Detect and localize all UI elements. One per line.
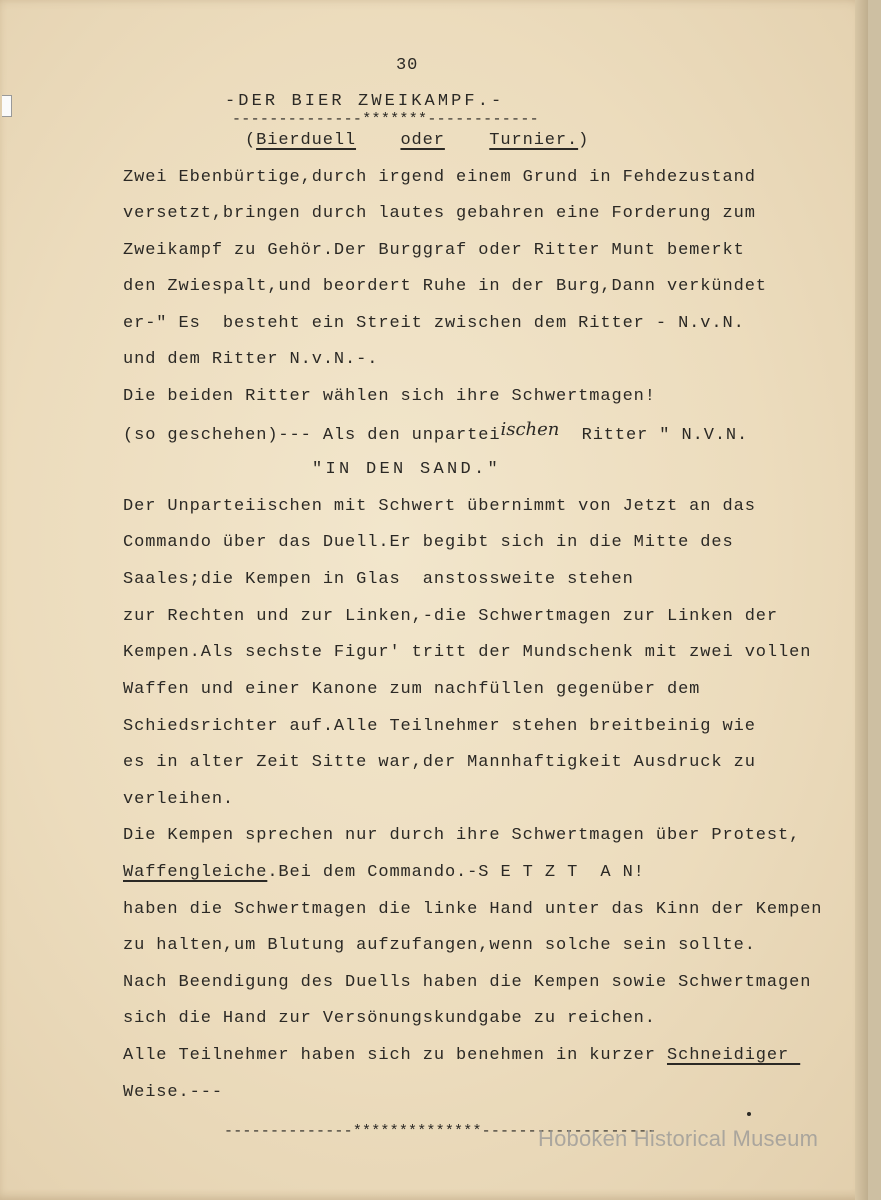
body-line-waffengleiche bbox=[123, 863, 645, 883]
typed-segment: .Bei dem Commando.-S E T Z T A N! bbox=[267, 863, 645, 882]
body-line: Nach Beendigung des Duells haben die Kempen sowie Schwertmagen bbox=[123, 973, 812, 992]
body-line: zu halten,um Blutung aufzufangen,wenn solche sein sollte. bbox=[123, 936, 756, 955]
page-number: 30 bbox=[396, 56, 419, 75]
subtitle-turnier: Turnier. bbox=[489, 131, 579, 150]
typed-segment: Alle Teilnehmer haben sich zu benehmen in kurzer bbox=[123, 1046, 667, 1065]
punch-hole bbox=[2, 95, 12, 117]
subtitle bbox=[245, 131, 589, 151]
centered-heading: "IN DEN SAND." bbox=[312, 460, 502, 479]
subtitle-bierduell: Bierduell bbox=[256, 131, 357, 150]
body-line: Die Kempen sprechen nur durch ihre Schwertmagen über Protest, bbox=[123, 826, 801, 845]
body-line: Saales;die Kempen in Glas anstossweite stehen bbox=[123, 570, 634, 589]
body-line: es in alter Zeit Sitte war,der Mannhaftigkeit Ausdruck zu bbox=[123, 753, 756, 772]
typed-segment: (so geschehen)--- Als den unpartei bbox=[123, 426, 501, 445]
end-rule: --------------**************------------------- bbox=[224, 1123, 657, 1140]
body-line: und dem Ritter N.v.N.-. bbox=[123, 350, 379, 369]
body-line: Zweikampf zu Gehör.Der Burggraf oder Ritter Munt bemerkt bbox=[123, 241, 745, 260]
body-line: Commando über das Duell.Er begibt sich in die Mitte des bbox=[123, 533, 734, 552]
body-line: sich die Hand zur Versönungskundgabe zu reichen. bbox=[123, 1009, 656, 1028]
body-line: Die beiden Ritter wählen sich ihre Schwertmagen! bbox=[123, 387, 656, 406]
handwritten-insertion: ischen bbox=[500, 419, 560, 440]
body-line-schneidiger bbox=[123, 1046, 800, 1066]
body-line-handwritten bbox=[123, 419, 749, 446]
body-line: er-" Es besteht ein Streit zwischen dem Ritter - N.v.N. bbox=[123, 314, 745, 333]
subtitle-open: ( bbox=[245, 131, 257, 150]
body-line: Der Unparteiischen mit Schwert übernimmt von Jetzt an das bbox=[123, 497, 756, 516]
body-line: Kempen.Als sechste Figur' tritt der Mundschenk mit zwei vollen bbox=[123, 643, 812, 662]
body-line: zur Rechten und zur Linken,-die Schwertmagen zur Linken der bbox=[123, 607, 778, 626]
title-rule: --------------*******------------ bbox=[232, 111, 539, 128]
body-line: Schiedsrichter auf.Alle Teilnehmer stehen breitbeinig wie bbox=[123, 717, 756, 736]
ink-dot bbox=[747, 1112, 751, 1116]
body-line-last: Weise.--- bbox=[123, 1083, 223, 1102]
document-title: -DER BIER ZWEIKAMPF.- bbox=[225, 92, 505, 111]
subtitle-close: ) bbox=[578, 131, 590, 150]
typed-segment: Ritter " N.V.N. bbox=[559, 426, 749, 445]
underlined-word: Schneidiger bbox=[666, 1046, 801, 1065]
body-line: haben die Schwertmagen die linke Hand unter das Kinn der Kempen bbox=[123, 900, 823, 919]
subtitle-oder: oder bbox=[400, 131, 445, 150]
body-line: den Zwiespalt,und beordert Ruhe in der Burg,Dann verkündet bbox=[123, 277, 767, 296]
page-edge bbox=[855, 0, 868, 1200]
body-line: verleihen. bbox=[123, 790, 235, 809]
underlined-word: Waffengleiche bbox=[123, 863, 268, 882]
body-line: versetzt,bringen durch lautes gebahren eine Forderung zum bbox=[123, 204, 756, 223]
body-line: Zwei Ebenbürtige,durch irgend einem Grund in Fehdezustand bbox=[123, 168, 756, 187]
watermark: Hoboken Historical Museum bbox=[538, 1126, 819, 1151]
body-line: Waffen und einer Kanone zum nachfüllen gegenüber dem bbox=[123, 680, 701, 699]
